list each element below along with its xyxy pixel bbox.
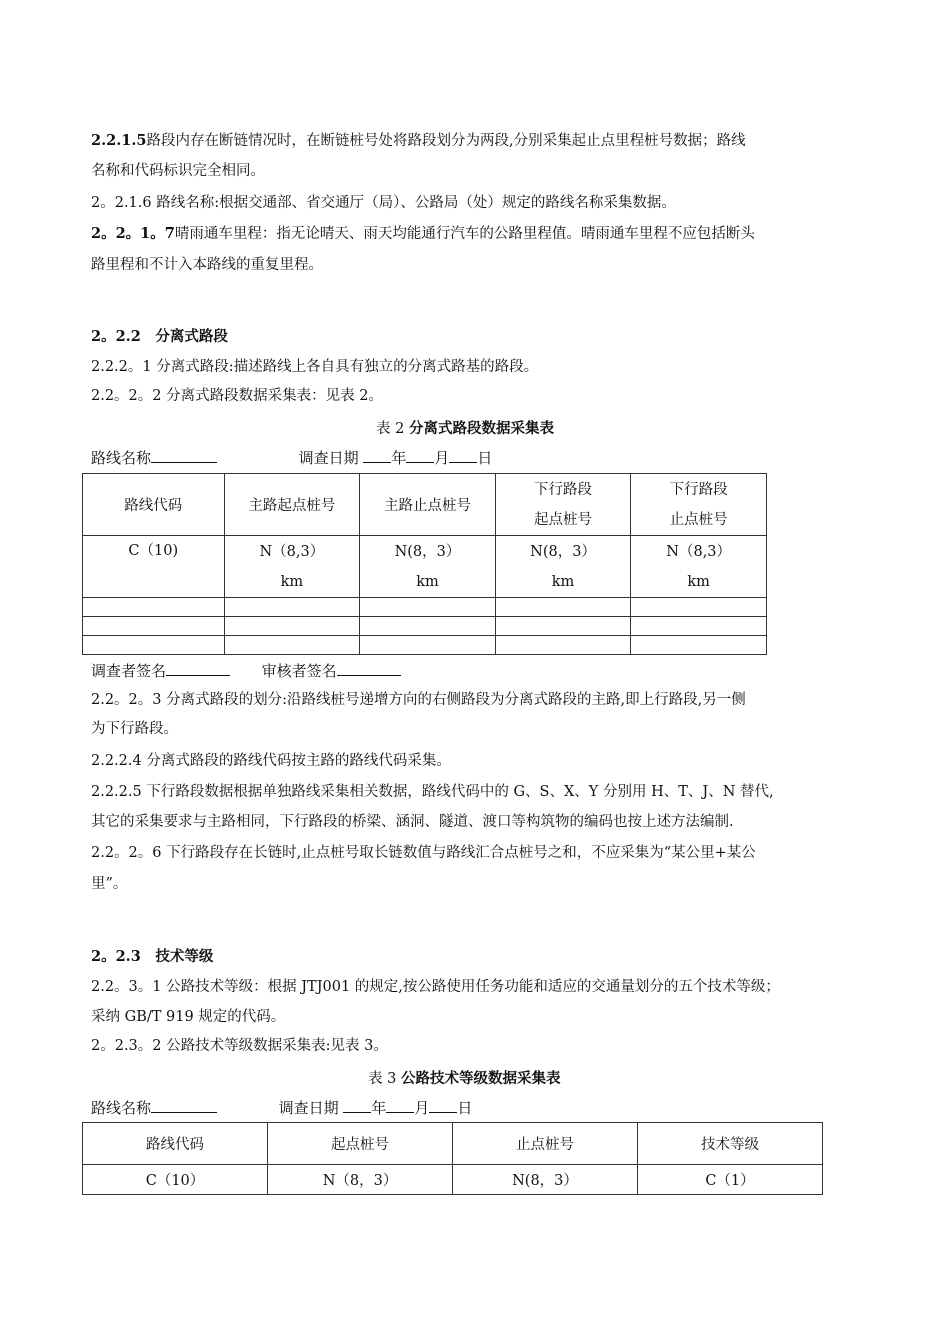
day-blank [449,448,477,463]
header-start-stake: 起点桩号 [268,1123,453,1165]
table2-header-row [83,474,767,536]
paragraph-2-2-2-6-cont: 里”。 [91,876,128,892]
year-blank [363,448,391,463]
header-down-start: 下行路段 起点桩号 [495,474,631,536]
cell-start-stake: N（8，3） [268,1165,453,1195]
table-row [83,617,767,636]
header-route-code: 路线代码 [83,474,225,536]
day-blank [429,1098,457,1113]
table-row [83,536,767,598]
section-heading-2-2-3: 2。2.3 技术等级 [91,948,214,965]
table2-meta-row: 路线名称 调查日期 年 月 日 [91,449,493,467]
table3-caption: 表 3 公路技术等级数据采集表 [368,1070,561,1087]
cell-main-start: N（8,3） km [224,536,360,598]
table-row [83,1165,823,1195]
paragraph-2-2-2-6: 2.2。2。6 下行路段存在长链时,止点桩号取长链数值与路线汇合点桩号之和，不应采集为“某公里+某公 [91,845,756,861]
paragraph-2-2-2-1: 2.2.2。1 分离式路段:描述路线上各自具有独立的分离式路基的路段。 [91,359,539,375]
table2-separated-section [82,473,767,655]
paragraph-2-2-1-5-cont: 名称和代码标识完全相同。 [91,163,265,179]
table-row [83,598,767,617]
cell-route-code: C（10) [83,536,225,598]
header-route-code: 路线代码 [83,1123,268,1165]
paragraph-2-2-2-3: 2.2。2。3 分离式路段的划分:沿路线桩号递增方向的右侧路段为分离式路段的主路,即上行路段,另一侧 [91,692,746,708]
cell-down-start: N(8，3） km [495,536,631,598]
table3-technical-grade [82,1122,823,1195]
year-blank [343,1098,371,1113]
paragraph-2-2-2-4: 2.2.2.4 分离式路段的路线代码按主路的路线代码采集。 [91,753,451,769]
paragraph-2-2-3-1-cont: 采纳 GB/T 919 规定的代码。 [91,1009,286,1025]
cell-main-end: N(8，3） km [360,536,496,598]
section-heading-2-2-2: 2。2.2 分离式路段 [91,328,228,345]
paragraph-2-2-2-5-cont: 其它的采集要求与主路相同，下行路段的桥梁、涵洞、隧道、渡口等构筑物的编码也按上述方法编制. [91,814,734,830]
table2-signature-row: 调查者签名 审核者签名 [91,660,401,681]
surveyor-blank [166,661,230,676]
cell-end-stake: N(8，3） [453,1165,638,1195]
paragraph-2-2-2-2: 2.2。2。2 分离式路段数据采集表：见表 2。 [91,388,383,404]
month-blank [406,448,434,463]
month-blank [386,1098,414,1113]
table3-header-row [83,1123,823,1165]
paragraph-2-2-3-2: 2。2.3。2 公路技术等级数据采集表:见表 3。 [91,1038,388,1054]
paragraph-2-2-1-5: 2.2.1.5路段内存在断链情况时，在断链桩号处将路段划分为两段,分别采集起止点里程桩号数据；路线 [91,132,746,149]
header-main-end: 主路止点桩号 [360,474,496,536]
paragraph-2-2-1-7-cont: 路里程和不计入本路线的重复里程。 [91,257,323,273]
table3-meta-row: 路线名称 调查日期 年 月 日 [91,1099,473,1117]
header-tech-grade: 技术等级 [638,1123,823,1165]
header-main-start: 主路起点桩号 [224,474,360,536]
cell-tech-grade: C（1） [638,1165,823,1195]
paragraph-2-2-2-5: 2.2.2.5 下行路段数据根据单独路线采集相关数据，路线代码中的 G、S、X、Y 分别用 H、T、J、N 替代, [91,784,774,800]
reviewer-blank [337,661,401,676]
paragraph-2-2-1-6: 2。2.1.6 路线名称:根据交通部、省交通厅（局）、公路局（处）规定的路线名称采集数据。 [91,195,676,211]
route-name-blank [151,448,217,463]
paragraph-2-2-3-1: 2.2。3。1 公路技术等级：根据 JTJ001 的规定,按公路使用任务功能和适应的交通量划分的五个技术等级； [91,979,780,995]
cell-down-end: N（8,3） km [631,536,767,598]
paragraph-2-2-1-7: 2。2。1。7晴雨通车里程：指无论晴天、雨天均能通行汽车的公路里程值。晴雨通车里程不应包括断头 [91,225,755,242]
header-end-stake: 止点桩号 [453,1123,638,1165]
cell-route-code: C（10） [83,1165,268,1195]
header-down-end: 下行路段 止点桩号 [631,474,767,536]
route-name-blank [151,1098,217,1113]
table-row [83,636,767,655]
paragraph-2-2-2-3-cont: 为下行路段。 [91,721,178,737]
table2-caption: 表 2 分离式路段数据采集表 [376,420,554,437]
